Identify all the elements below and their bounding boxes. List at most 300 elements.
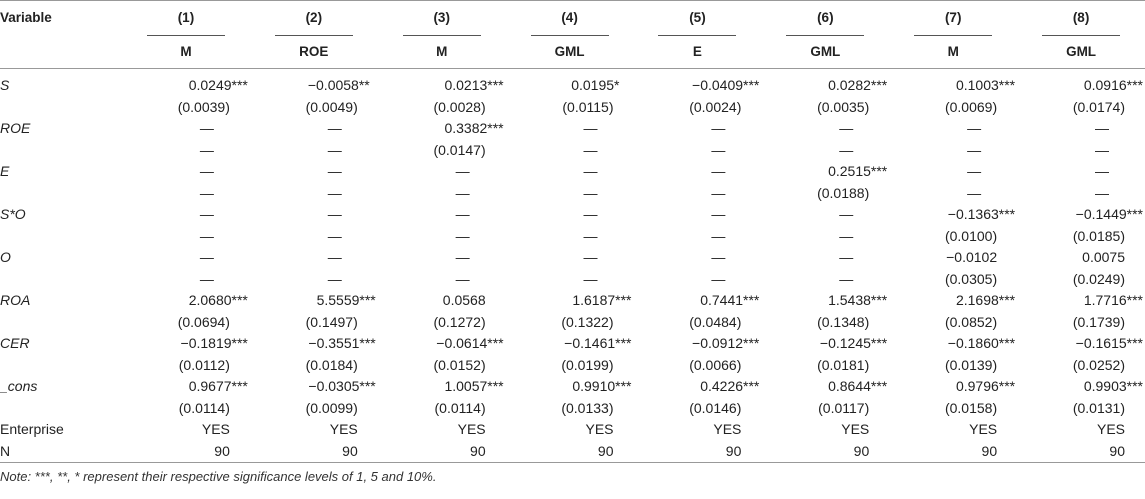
table-cell [761,247,889,269]
table-cell [250,441,378,463]
table-cell [1017,97,1145,119]
table-cell [1017,183,1145,205]
table-cell [122,118,250,140]
column-number-header [634,1,762,37]
cell-value: 0.3382*** [444,120,504,136]
table-cell [506,161,634,183]
table-cell [250,333,378,355]
cell-value: — [199,163,214,179]
column-number-header [122,1,250,37]
cell-value: (0.0484) [689,313,742,330]
dependent-variable-header [1017,36,1145,69]
cell-value: — [327,184,342,201]
table-cell [250,118,378,140]
table-cell [250,69,378,97]
header-row-dependent-vars [0,36,1145,69]
table-cell [378,269,506,291]
table-cell [634,441,762,463]
table-cell [378,419,506,441]
column-number-label: (6) [786,3,864,36]
cell-value: — [455,227,470,244]
table-cell [761,419,889,441]
dependent-variable-header [122,36,250,69]
table-cell [506,290,634,312]
table-cell [250,161,378,183]
cell-value: (0.0099) [305,399,358,416]
cell-value: (0.0694) [177,313,230,330]
table-cell [1017,118,1145,140]
table-cell [761,161,889,183]
cell-value: — [711,141,726,158]
cell-value: (0.0185) [1072,227,1125,244]
table-cell [1017,398,1145,420]
row-label: N [0,441,122,463]
table-cell [250,398,378,420]
cell-value: 90 [981,442,998,459]
cell-value: 2.1698*** [955,292,1016,308]
table-body [0,69,1145,463]
dependent-variable-label: E [692,44,702,59]
cell-value: (0.0139) [944,356,998,373]
cell-value: 0.0195* [571,77,620,93]
table-cell [378,355,506,377]
table-cell [889,419,1017,441]
table-cell [506,312,634,334]
cell-value: 0.0916*** [1083,77,1143,93]
table-cell [889,290,1017,312]
column-number-header [378,1,506,37]
row-label [0,226,122,248]
cell-value: (0.0249) [1072,270,1125,287]
table-cell [634,183,762,205]
cell-value: — [583,270,598,287]
cell-value: (0.0066) [689,356,742,373]
table-cell [889,247,1017,269]
cell-value: (0.0028) [433,98,486,115]
cell-value: (0.0181) [817,356,870,373]
row-label [0,97,122,119]
table-cell [1017,140,1145,162]
table-cell [506,247,634,269]
table-cell [889,97,1017,119]
cell-value: — [967,120,982,136]
cell-value: −0.0614*** [436,335,504,351]
table-cell [761,355,889,377]
cell-value: (0.0035) [817,98,870,115]
table-row [0,355,1145,377]
cell-value: 90 [470,442,486,459]
cell-value: −0.3551*** [308,335,376,351]
dependent-variable-header [378,36,506,69]
table-row [0,161,1145,183]
dependent-variable-label: ROE [299,44,329,59]
table-cell [761,97,889,119]
table-row [0,312,1145,334]
table-row [0,97,1145,119]
dependent-variable-label: M [947,44,959,59]
table-cell [889,226,1017,248]
table-cell [122,419,250,441]
table-cell [378,204,506,226]
cell-value: — [1095,141,1109,158]
table-cell [122,247,250,269]
table-cell [250,97,378,119]
column-number-header [761,1,889,37]
cell-value: (0.0049) [305,98,358,115]
table-cell [634,204,762,226]
table-cell [761,290,889,312]
table-cell [761,312,889,334]
cell-value: 1.0057*** [444,378,504,394]
cell-value: 0.2515*** [828,163,888,179]
cell-value: 0.0075 [1082,249,1125,265]
table-cell [378,290,506,312]
cell-value: (0.1739) [1072,313,1125,330]
table-cell [1017,376,1145,398]
cell-value: (0.0174) [1072,98,1125,115]
variable-header-blank [0,36,122,69]
table-cell [889,398,1017,420]
cell-value: 1.7716*** [1083,292,1143,308]
table-cell [1017,161,1145,183]
cell-value: YES [457,421,486,437]
column-number-label: (2) [275,3,353,36]
table-cell [250,269,378,291]
row-label: _cons [0,378,38,394]
cell-value: — [967,163,982,179]
header-row-column-numbers [0,1,1145,37]
table-cell [634,419,762,441]
column-number-label: (4) [531,3,609,36]
cell-value: YES [585,421,614,437]
table-cell [122,398,250,420]
table-cell [761,226,889,248]
cell-value: 0.9903*** [1083,378,1143,394]
table-row [0,269,1145,291]
table-cell [378,312,506,334]
cell-value: −0.1461*** [564,335,632,351]
column-number-label: (8) [1042,3,1120,36]
cell-value: 0.0282*** [828,77,888,93]
column-number-label: (3) [403,3,481,36]
cell-value: — [327,206,342,222]
cell-value: −0.1363*** [947,206,1016,222]
cell-value: 90 [853,442,870,459]
table-row [0,333,1145,355]
cell-value: 0.0213*** [444,77,504,93]
table-cell [122,226,250,248]
table-cell [506,419,634,441]
cell-value: −0.0409*** [692,77,760,93]
table-cell [761,333,889,355]
table-cell [250,355,378,377]
cell-value: −0.0912*** [692,335,760,351]
cell-value: — [327,249,342,265]
table-cell [1017,419,1145,441]
table-cell [1017,226,1145,248]
table-cell [378,247,506,269]
cell-value: 0.9677*** [188,378,248,394]
cell-value: — [327,163,342,179]
cell-value: −0.0102 [946,249,998,265]
cell-value: — [711,120,726,136]
cell-value: 2.0680*** [188,292,248,308]
table-cell [250,419,378,441]
table-cell [378,161,506,183]
cell-value: — [711,227,726,244]
cell-value: (0.0252) [1072,356,1125,373]
cell-value: −0.1819*** [180,335,248,351]
table-cell [889,183,1017,205]
column-number-label: (1) [147,3,225,36]
cell-value: −0.0305*** [308,378,376,394]
cell-value: (0.0115) [562,98,614,115]
table-cell [378,183,506,205]
cell-value: — [199,141,214,158]
table-cell [761,183,889,205]
cell-value: 90 [214,442,230,459]
table-cell [761,204,889,226]
table-cell [1017,441,1145,463]
cell-value: — [583,206,598,222]
dependent-variable-header [506,36,634,69]
cell-value: (0.0184) [305,356,358,373]
table-cell [378,118,506,140]
cell-value: −0.1615*** [1075,335,1143,351]
table-cell [378,140,506,162]
table-cell [889,161,1017,183]
cell-value: (0.0146) [689,399,742,416]
table-cell [378,69,506,97]
cell-value: 0.1003*** [955,77,1016,93]
cell-value: (0.0133) [561,399,614,416]
table-cell [122,376,250,398]
cell-value: — [839,227,854,244]
table-cell [634,355,762,377]
table-row [0,226,1145,248]
table-row [0,118,1145,140]
cell-value: — [583,227,598,244]
table-row [0,247,1145,269]
cell-value: (0.0147) [433,141,486,158]
column-number-header [889,1,1017,37]
cell-value: YES [201,421,230,437]
cell-value: — [583,184,598,201]
column-number-label: (7) [914,3,992,36]
table-cell [122,290,250,312]
table-cell [378,398,506,420]
table-cell [506,333,634,355]
table-cell [1017,355,1145,377]
table-cell [378,226,506,248]
table-row [0,140,1145,162]
cell-value: — [199,249,214,265]
table-cell [889,269,1017,291]
cell-value: (0.0305) [944,270,998,287]
column-number-header [250,1,378,37]
table-cell [506,183,634,205]
cell-value: (0.0152) [433,356,486,373]
table-note: Note: ***, **, * represent their respective significance levels of 1, 5 and 10%. [0,469,437,484]
table-cell [378,97,506,119]
table-cell [1017,333,1145,355]
table-cell [634,398,762,420]
table-cell [634,290,762,312]
row-label: ROE [0,120,31,136]
cell-value: 0.9796*** [955,378,1016,394]
dependent-variable-label: GML [554,44,585,59]
cell-value: YES [841,421,870,437]
dependent-variable-label: GML [810,44,841,59]
cell-value: — [839,249,854,265]
table-cell [506,376,634,398]
dependent-variable-header [889,36,1017,69]
table-cell [122,441,250,463]
cell-value: — [967,184,982,201]
cell-value: (0.1348) [817,313,870,330]
cell-value: — [455,249,470,265]
table-cell [378,376,506,398]
table-cell [889,140,1017,162]
cell-value: — [583,120,598,136]
row-label [0,140,122,162]
row-label: Enterprise [0,421,64,437]
cell-value: — [327,227,342,244]
table-cell [506,398,634,420]
row-label: O [0,249,11,265]
table-cell [378,441,506,463]
cell-value: — [1095,184,1109,201]
table-cell [122,161,250,183]
cell-value: — [455,270,470,287]
cell-value: 1.5438*** [828,292,888,308]
table-row [0,183,1145,205]
cell-value: (0.1322) [561,313,614,330]
cell-value: (0.0069) [944,98,998,115]
table-cell [1017,69,1145,97]
cell-value: — [199,184,214,201]
table-cell [122,204,250,226]
table-cell [1017,290,1145,312]
cell-value: 0.9910*** [572,378,632,394]
cell-value: 1.6187*** [572,292,632,308]
row-label: CER [0,335,30,351]
column-number-header [1017,1,1145,37]
cell-value: (0.0024) [689,98,742,115]
cell-value: (0.0039) [177,98,230,115]
table-cell [506,355,634,377]
table-cell [761,376,889,398]
cell-value: (0.0131) [1072,399,1125,416]
cell-value: — [455,206,470,222]
table-cell [506,204,634,226]
cell-value: (0.0100) [944,227,998,244]
cell-value: — [711,249,726,265]
row-label: E [0,163,10,179]
row-label [0,183,122,205]
cell-value: (0.0158) [944,399,998,416]
table-cell [250,312,378,334]
dependent-variable-header [250,36,378,69]
cell-value: — [839,120,854,136]
dependent-variable-label: M [436,44,448,59]
cell-value: 0.0568 [442,292,486,308]
cell-value: — [583,163,598,179]
table-cell [889,441,1017,463]
table-row [0,441,1145,463]
table-cell [122,333,250,355]
cell-value: — [711,163,726,179]
table-cell [634,333,762,355]
column-number-header [506,1,634,37]
table-cell [889,333,1017,355]
cell-value: — [327,141,342,158]
cell-value: −0.1860*** [947,335,1016,351]
cell-value: 90 [725,442,742,459]
table-cell [250,183,378,205]
cell-value: 90 [342,442,358,459]
table-cell [250,290,378,312]
table-cell [634,161,762,183]
table-cell [122,269,250,291]
table-cell [250,140,378,162]
cell-value: — [327,120,342,136]
cell-value: 0.0249*** [188,77,248,93]
cell-value: (0.0188) [817,184,870,201]
table-row [0,419,1145,441]
table-cell [889,376,1017,398]
table-cell [761,398,889,420]
row-label: S*O [0,206,26,222]
table-cell [889,118,1017,140]
table-cell [506,140,634,162]
table-cell [1017,204,1145,226]
table-cell [634,140,762,162]
cell-value: 0.4226*** [700,378,760,394]
table-cell [506,97,634,119]
cell-value: −0.1245*** [819,335,888,351]
table-cell [378,333,506,355]
table-cell [761,441,889,463]
cell-value: — [839,206,854,222]
cell-value: 90 [597,442,614,459]
cell-value: (0.0852) [944,313,998,330]
cell-value: (0.0112) [178,356,230,373]
table-cell [250,204,378,226]
table-cell [1017,269,1145,291]
cell-value: YES [969,421,998,437]
table-cell [889,355,1017,377]
table-cell [634,376,762,398]
cell-value: — [583,249,598,265]
row-label: S [0,77,10,93]
cell-value: — [711,184,726,201]
table-cell [761,269,889,291]
table-cell [506,69,634,97]
cell-value: — [967,141,982,158]
row-label [0,398,122,420]
table-cell [634,226,762,248]
cell-value: (0.1272) [433,313,486,330]
cell-value: — [1095,120,1109,136]
table-cell [634,69,762,97]
table-cell [122,97,250,119]
cell-value: — [199,120,214,136]
dependent-variable-header [634,36,762,69]
cell-value: 90 [1109,442,1125,459]
cell-value: −0.0058** [307,77,370,93]
table-cell [122,183,250,205]
